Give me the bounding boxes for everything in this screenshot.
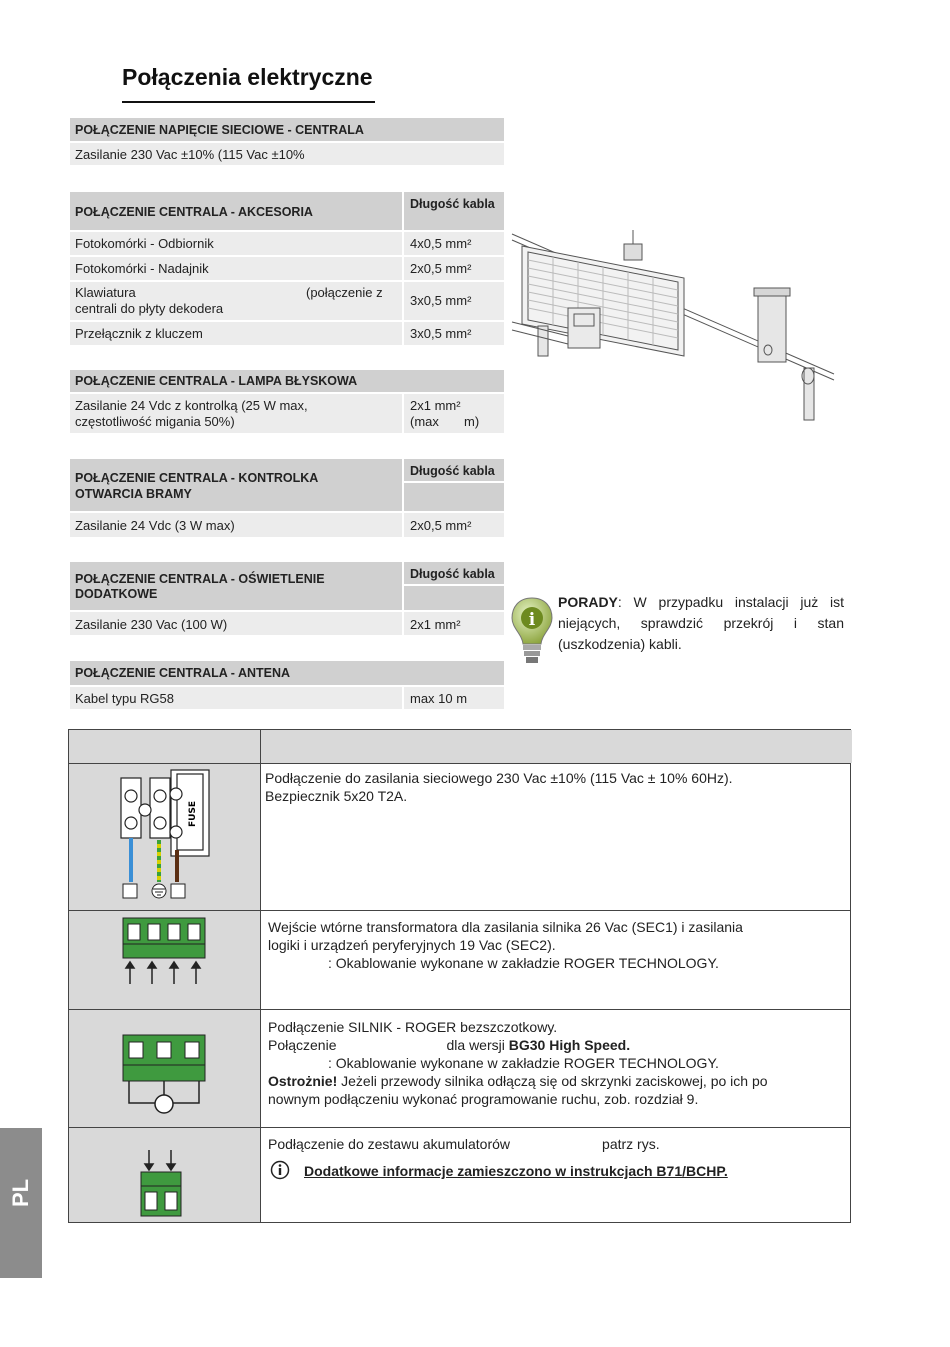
value-line: 2x1 mm² bbox=[410, 398, 461, 413]
row-value: max 10 m bbox=[402, 687, 504, 709]
cable-length-header: Długość kabla bbox=[404, 459, 504, 483]
row-label: Zasilanie 24 Vdc (3 W max) bbox=[75, 518, 235, 533]
row-value: 3x0,5 mm² bbox=[402, 322, 504, 345]
table-header bbox=[70, 118, 504, 143]
row-value: 2x0,5 mm² bbox=[402, 513, 504, 537]
motor-description bbox=[268, 1018, 848, 1108]
svg-text:i: i bbox=[528, 610, 536, 630]
header-text: POŁĄCZENIE CENTRALA - OŚWIETLENIE bbox=[75, 572, 325, 586]
table-row bbox=[70, 513, 504, 539]
table-header bbox=[70, 192, 504, 232]
header-fill bbox=[260, 730, 852, 763]
row-label-continued: centrali do płyty dekodera bbox=[75, 301, 224, 316]
header-text: POŁĄCZENIE CENTRALA - KONTROLKA bbox=[75, 471, 319, 485]
text-line bbox=[268, 1072, 848, 1090]
row-label: Zasilanie 24 Vdc z kontrolką (25 W max, bbox=[75, 398, 308, 413]
text-segment: patrz rys. bbox=[602, 1136, 660, 1152]
text-line: logiki i urządzeń peryferyjnych 19 Vac (SEC2). bbox=[268, 937, 556, 953]
mains-description bbox=[265, 769, 845, 805]
text-line: Podłączenie do zasilania sieciowego 230 Vac ±10% (115 Vac ± 10% 60Hz). bbox=[265, 770, 733, 786]
row-value: 4x0,5 mm² bbox=[402, 232, 504, 255]
manual-reference: Dodatkowe informacje zamieszczono w instrukcjach B71/BCHP. bbox=[304, 1163, 728, 1179]
fuse-label: FUSE bbox=[188, 800, 198, 828]
text-segment: Połączenie bbox=[268, 1037, 337, 1053]
table-row bbox=[70, 687, 504, 711]
page-title: Połączenia elektryczne bbox=[122, 64, 373, 90]
column-separator bbox=[260, 730, 261, 1222]
language-tab-label: PL bbox=[8, 1178, 33, 1207]
header-text: POŁĄCZENIE NAPIĘCIE SIECIOWE - CENTRALA bbox=[75, 123, 364, 137]
row-label: Przełącznik z kluczem bbox=[75, 326, 203, 341]
table-row bbox=[70, 322, 504, 347]
text-line: : Okablowanie wykonane w zakładzie ROGER TECHNOLOGY. bbox=[328, 1055, 719, 1071]
text-line: nownym podłączeniu wykonać programowanie ruchu, zob. rozdział 9. bbox=[268, 1091, 699, 1107]
text-line: : Okablowanie wykonane w zakładzie ROGER TECHNOLOGY. bbox=[328, 955, 719, 971]
text-line bbox=[268, 1135, 848, 1153]
battery-description bbox=[268, 1135, 848, 1180]
row-label: Fotokomórki - Odbiornik bbox=[75, 236, 214, 251]
cable-length-header: Długość kabla bbox=[402, 192, 504, 230]
info-bulb-icon bbox=[508, 594, 556, 666]
row-label: Fotokomórki - Nadajnik bbox=[75, 261, 209, 276]
tip-label: PORADY bbox=[558, 594, 618, 610]
header-text: POŁĄCZENIE CENTRALA - AKCESORIA bbox=[75, 205, 313, 219]
text-line bbox=[268, 1036, 848, 1054]
row-label: Klawiatura bbox=[75, 285, 136, 300]
text-segment: dla wersji bbox=[446, 1037, 505, 1053]
table-header bbox=[70, 370, 504, 394]
warning-label: Ostrożnie! bbox=[268, 1073, 338, 1089]
row-separator bbox=[69, 1127, 850, 1128]
row-label: Zasilanie 230 Vac (100 W) bbox=[75, 617, 228, 632]
table-row bbox=[70, 232, 504, 257]
row-label-continued: częstotliwość migania 50%) bbox=[75, 414, 235, 429]
text-line: Bezpiecznik 5x20 T2A. bbox=[265, 788, 408, 804]
value-line: m) bbox=[464, 414, 480, 429]
text-line: Wejście wtórne transformatora dla zasilania silnika 26 Vac (SEC1) i zasilania bbox=[268, 919, 743, 935]
transformer-terminal-diagram bbox=[121, 916, 211, 988]
cable-header-cell bbox=[402, 459, 504, 511]
language-tab bbox=[0, 1128, 42, 1278]
row-separator bbox=[69, 910, 850, 911]
table-accessories bbox=[70, 192, 504, 347]
row-label: Zasilanie 230 Vac ±10% (115 Vac ±10% bbox=[75, 147, 305, 162]
table-header bbox=[70, 459, 504, 513]
header-text: POŁĄCZENIE CENTRALA - LAMPA BŁYSKOWA bbox=[75, 374, 358, 388]
text-segment: Jeżeli przewody silnika odłączą się od skrzynki zaciskowej, po ich po bbox=[337, 1073, 768, 1089]
transformer-description bbox=[268, 918, 848, 972]
motor-terminal-diagram bbox=[121, 1033, 211, 1115]
title-underline bbox=[122, 101, 375, 103]
table-row bbox=[70, 143, 504, 167]
table-header bbox=[70, 562, 504, 612]
row-separator bbox=[69, 763, 850, 764]
gate-installation-illustration bbox=[508, 226, 838, 426]
row-value: 2x0,5 mm² bbox=[402, 257, 504, 280]
text-line: Podłączenie SILNIK - ROGER bezszczotkowy. bbox=[268, 1019, 558, 1035]
table-antenna bbox=[70, 661, 504, 711]
row-separator bbox=[69, 1009, 850, 1010]
text-segment: Podłączenie do zestawu akumulatorów bbox=[268, 1136, 511, 1152]
text-segment: BG30 High Speed. bbox=[508, 1037, 631, 1053]
table-row bbox=[70, 612, 504, 637]
cable-length-header: Długość kabla bbox=[404, 562, 504, 586]
table-lamp bbox=[70, 370, 504, 435]
row-value: 3x0,5 mm² bbox=[402, 282, 504, 320]
table-row bbox=[70, 394, 504, 435]
table-indicator bbox=[70, 459, 504, 539]
table-mains bbox=[70, 118, 504, 167]
table-header bbox=[70, 661, 504, 687]
row-value bbox=[402, 394, 504, 433]
header-text: OTWARCIA BRAMY bbox=[75, 487, 192, 501]
header-text: DODATKOWE bbox=[75, 587, 158, 601]
table-row bbox=[70, 257, 504, 282]
table-lighting bbox=[70, 562, 504, 637]
mains-terminal-diagram bbox=[119, 768, 219, 904]
info-icon bbox=[270, 1160, 290, 1180]
table-row bbox=[70, 282, 504, 322]
row-value: 2x1 mm² bbox=[402, 612, 504, 635]
tip-body: : W przypadku instalacji już ist niejących, sprawdzić przekrój i stan (uszkodzenia) kabli. bbox=[558, 594, 844, 652]
text-line bbox=[268, 1162, 848, 1180]
battery-terminal-diagram bbox=[139, 1148, 189, 1220]
cable-header-cell bbox=[402, 562, 504, 610]
value-line: (max bbox=[410, 414, 439, 429]
tip-text bbox=[558, 592, 844, 655]
row-label: Kabel typu RG58 bbox=[75, 691, 175, 706]
row-label-note: (połączenie z bbox=[306, 285, 383, 300]
description-table bbox=[68, 729, 851, 1223]
header-text: POŁĄCZENIE CENTRALA - ANTENA bbox=[75, 666, 291, 680]
